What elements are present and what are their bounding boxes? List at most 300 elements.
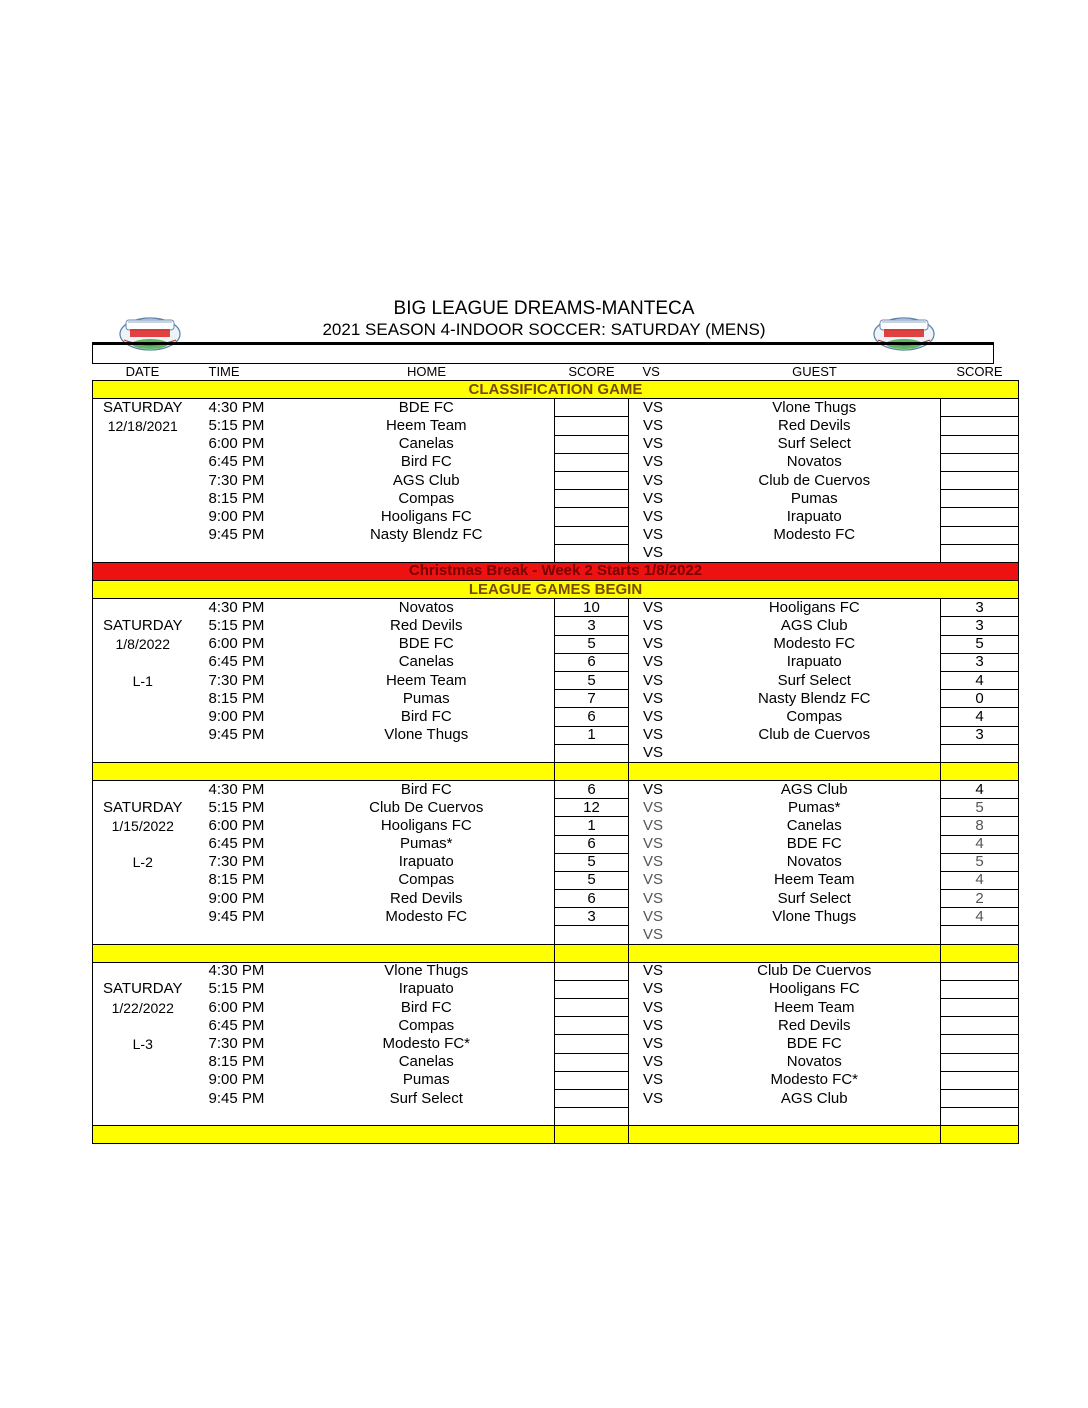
versus-label: VS bbox=[643, 1034, 664, 1052]
game-row bbox=[93, 980, 1019, 998]
home-team: Club De Cuervos bbox=[369, 798, 484, 816]
game-time: 6:00 PM bbox=[208, 816, 265, 834]
guest-team: Pumas* bbox=[787, 798, 841, 816]
guest-team: Compas bbox=[786, 707, 843, 725]
home-score bbox=[555, 1108, 629, 1126]
game-row bbox=[93, 926, 1019, 944]
game-row bbox=[93, 1035, 1019, 1053]
game-row bbox=[93, 962, 1019, 980]
game-date bbox=[93, 599, 193, 617]
versus-label: VS bbox=[643, 835, 664, 853]
guest-score bbox=[941, 1108, 1019, 1126]
guest-team: BDE FC bbox=[786, 1034, 842, 1052]
game-date: SATURDAY bbox=[93, 799, 193, 817]
home-team: Hooligans FC bbox=[380, 816, 472, 834]
home-team: Bird FC bbox=[400, 707, 452, 725]
home-score: 5 bbox=[555, 853, 629, 871]
game-time bbox=[193, 926, 299, 944]
game-date: 1/8/2022 bbox=[93, 635, 193, 653]
home-score bbox=[555, 399, 629, 417]
guest-score: 3 bbox=[941, 617, 1019, 635]
guest-team: Red Devils bbox=[777, 416, 851, 434]
guest-team bbox=[689, 544, 941, 562]
game-row bbox=[93, 1108, 1019, 1126]
guest-score: 0 bbox=[941, 690, 1019, 708]
guest-team: Modesto FC* bbox=[770, 1071, 859, 1089]
game-row bbox=[93, 1071, 1019, 1089]
home-team: Nasty Blendz FC bbox=[369, 526, 483, 544]
guest-score bbox=[941, 399, 1019, 417]
home-score bbox=[555, 1035, 629, 1053]
guest-team: Canelas bbox=[786, 816, 842, 834]
guest-score bbox=[941, 1089, 1019, 1107]
home-team: Heem Team bbox=[385, 671, 467, 689]
separator-cell bbox=[941, 1126, 1019, 1144]
separator-cell bbox=[93, 944, 555, 962]
game-row bbox=[93, 726, 1019, 744]
header-guest: GUEST bbox=[689, 364, 941, 381]
guest-team: Heem Team bbox=[773, 998, 855, 1016]
guest-score: 2 bbox=[941, 890, 1019, 908]
game-date: L-3 bbox=[93, 1035, 193, 1053]
guest-team: Club de Cuervos bbox=[758, 726, 871, 744]
section-separator bbox=[93, 762, 1019, 780]
home-team: BDE FC bbox=[398, 399, 454, 417]
home-score: 1 bbox=[555, 817, 629, 835]
game-time bbox=[193, 744, 299, 762]
game-row bbox=[93, 799, 1019, 817]
home-score bbox=[555, 926, 629, 944]
versus-label: VS bbox=[643, 1089, 664, 1107]
guest-team: Nasty Blendz FC bbox=[757, 689, 871, 707]
game-date bbox=[93, 435, 193, 453]
guest-team: Pumas bbox=[790, 489, 838, 507]
versus-label: VS bbox=[643, 635, 664, 653]
game-time: 6:45 PM bbox=[208, 653, 265, 671]
game-time: 5:15 PM bbox=[208, 416, 265, 434]
guest-score bbox=[941, 490, 1019, 508]
game-date bbox=[93, 490, 193, 508]
game-row bbox=[93, 835, 1019, 853]
game-row bbox=[93, 599, 1019, 617]
home-team bbox=[299, 744, 555, 762]
home-score: 12 bbox=[555, 799, 629, 817]
schedule-table bbox=[92, 364, 1019, 1144]
separator-cell bbox=[629, 1126, 941, 1144]
game-time: 7:30 PM bbox=[208, 1034, 265, 1052]
separator-cell bbox=[93, 762, 555, 780]
header-box bbox=[92, 344, 994, 364]
game-date bbox=[93, 471, 193, 489]
guest-score: 8 bbox=[941, 817, 1019, 835]
guest-team: AGS Club bbox=[780, 617, 848, 635]
game-time: 6:45 PM bbox=[208, 453, 265, 471]
home-team: BDE FC bbox=[398, 635, 454, 653]
game-date: SATURDAY bbox=[93, 399, 193, 417]
versus-label: VS bbox=[643, 489, 664, 507]
game-row bbox=[93, 672, 1019, 690]
home-score: 6 bbox=[555, 780, 629, 798]
game-date bbox=[93, 544, 193, 562]
separator-cell bbox=[555, 944, 629, 962]
guest-team: Heem Team bbox=[773, 871, 855, 889]
game-date bbox=[93, 926, 193, 944]
home-team: Canelas bbox=[398, 1053, 454, 1071]
game-row bbox=[93, 853, 1019, 871]
home-team: Pumas* bbox=[399, 835, 453, 853]
home-score bbox=[555, 526, 629, 544]
game-date bbox=[93, 1108, 193, 1126]
game-row bbox=[93, 817, 1019, 835]
versus-label: VS bbox=[643, 544, 664, 562]
guest-score: 4 bbox=[941, 708, 1019, 726]
header-guest-score: SCORE bbox=[941, 364, 1019, 381]
game-row bbox=[93, 908, 1019, 926]
section-separator bbox=[93, 944, 1019, 962]
home-score bbox=[555, 980, 629, 998]
game-row bbox=[93, 653, 1019, 671]
game-date bbox=[93, 526, 193, 544]
game-date bbox=[93, 835, 193, 853]
home-score: 6 bbox=[555, 708, 629, 726]
home-team bbox=[299, 544, 555, 562]
game-date bbox=[93, 908, 193, 926]
page-subtitle: 2021 SEASON 4-INDOOR SOCCER: SATURDAY (MENS) bbox=[322, 320, 766, 339]
versus-label: VS bbox=[643, 816, 664, 834]
home-team: Vlone Thugs bbox=[384, 726, 469, 744]
game-time: 7:30 PM bbox=[208, 471, 265, 489]
home-score: 3 bbox=[555, 617, 629, 635]
home-score bbox=[555, 1071, 629, 1089]
game-time: 5:15 PM bbox=[208, 798, 265, 816]
guest-score bbox=[941, 544, 1019, 562]
home-score bbox=[555, 1017, 629, 1035]
game-date bbox=[93, 962, 193, 980]
guest-team: Modesto FC bbox=[773, 526, 856, 544]
game-time: 9:45 PM bbox=[208, 526, 265, 544]
guest-team bbox=[689, 926, 941, 944]
versus-label: VS bbox=[643, 980, 664, 998]
guest-score: 4 bbox=[941, 780, 1019, 798]
guest-team: Surf Select bbox=[777, 671, 851, 689]
header-time: TIME bbox=[193, 364, 299, 381]
versus-label: VS bbox=[643, 744, 664, 762]
versus-label: VS bbox=[643, 925, 664, 943]
guest-score bbox=[941, 417, 1019, 435]
guest-score bbox=[941, 471, 1019, 489]
game-date bbox=[93, 708, 193, 726]
game-row bbox=[93, 544, 1019, 562]
game-date: L-2 bbox=[93, 853, 193, 871]
guest-score bbox=[941, 453, 1019, 471]
game-time: 7:30 PM bbox=[208, 853, 265, 871]
versus-label: VS bbox=[643, 435, 664, 453]
game-time: 4:30 PM bbox=[208, 599, 265, 617]
game-date: 1/22/2022 bbox=[93, 999, 193, 1017]
game-row bbox=[93, 417, 1019, 435]
home-team: Vlone Thugs bbox=[384, 962, 469, 980]
game-row bbox=[93, 453, 1019, 471]
separator-cell bbox=[629, 762, 941, 780]
home-score bbox=[555, 544, 629, 562]
home-score bbox=[555, 453, 629, 471]
guest-score bbox=[941, 980, 1019, 998]
guest-team: BDE FC bbox=[786, 835, 842, 853]
game-time: 6:00 PM bbox=[208, 635, 265, 653]
game-time bbox=[193, 1108, 299, 1126]
home-score: 6 bbox=[555, 835, 629, 853]
game-date bbox=[93, 653, 193, 671]
versus-label: VS bbox=[643, 707, 664, 725]
home-score: 7 bbox=[555, 690, 629, 708]
guest-team: Club de Cuervos bbox=[758, 471, 871, 489]
section-banner bbox=[93, 562, 1019, 580]
game-date: SATURDAY bbox=[93, 617, 193, 635]
header-vs: VS bbox=[629, 364, 689, 381]
versus-label: VS bbox=[643, 526, 664, 544]
game-time: 8:15 PM bbox=[208, 871, 265, 889]
guest-score: 5 bbox=[941, 799, 1019, 817]
guest-team: Surf Select bbox=[777, 889, 851, 907]
game-time: 5:15 PM bbox=[208, 980, 265, 998]
home-team: Pumas bbox=[402, 689, 450, 707]
game-time: 8:15 PM bbox=[208, 489, 265, 507]
home-score: 10 bbox=[555, 599, 629, 617]
game-date bbox=[93, 871, 193, 889]
guest-score bbox=[941, 1071, 1019, 1089]
versus-label: VS bbox=[643, 998, 664, 1016]
versus-label: VS bbox=[643, 653, 664, 671]
home-score: 1 bbox=[555, 726, 629, 744]
guest-score: 5 bbox=[941, 853, 1019, 871]
guest-team: Novatos bbox=[786, 853, 842, 871]
game-time: 4:30 PM bbox=[208, 780, 265, 798]
home-score bbox=[555, 999, 629, 1017]
game-date: 12/18/2021 bbox=[93, 417, 193, 435]
home-team: Novatos bbox=[398, 599, 454, 617]
game-row bbox=[93, 635, 1019, 653]
home-team: Heem Team bbox=[385, 416, 467, 434]
home-team: Pumas bbox=[402, 1071, 450, 1089]
game-time: 9:45 PM bbox=[208, 907, 265, 925]
versus-label: VS bbox=[643, 726, 664, 744]
game-date bbox=[93, 1071, 193, 1089]
game-time: 9:00 PM bbox=[208, 889, 265, 907]
home-score: 6 bbox=[555, 890, 629, 908]
section-banner bbox=[93, 381, 1019, 399]
separator-cell bbox=[555, 762, 629, 780]
home-team: Modesto FC* bbox=[382, 1034, 471, 1052]
separator-cell bbox=[555, 1126, 629, 1144]
game-date bbox=[93, 1089, 193, 1107]
guest-score bbox=[941, 526, 1019, 544]
home-team bbox=[299, 1108, 555, 1126]
game-time: 9:00 PM bbox=[208, 1071, 265, 1089]
game-time bbox=[193, 544, 299, 562]
guest-score: 3 bbox=[941, 599, 1019, 617]
versus-label: VS bbox=[643, 889, 664, 907]
game-time: 8:15 PM bbox=[208, 1053, 265, 1071]
home-team: Canelas bbox=[398, 653, 454, 671]
home-team: Compas bbox=[398, 871, 455, 889]
game-row bbox=[93, 999, 1019, 1017]
home-team: Hooligans FC bbox=[380, 507, 472, 525]
versus-label: VS bbox=[643, 453, 664, 471]
game-row bbox=[93, 1053, 1019, 1071]
guest-score: 4 bbox=[941, 871, 1019, 889]
versus-label: VS bbox=[643, 907, 664, 925]
game-row bbox=[93, 508, 1019, 526]
game-date: L-1 bbox=[93, 672, 193, 690]
home-team: Red Devils bbox=[389, 889, 463, 907]
guest-team: AGS Club bbox=[780, 1089, 848, 1107]
home-team bbox=[299, 926, 555, 944]
guest-team: Irapuato bbox=[786, 653, 842, 671]
versus-label: VS bbox=[643, 853, 664, 871]
game-row bbox=[93, 526, 1019, 544]
home-score bbox=[555, 435, 629, 453]
game-row bbox=[93, 690, 1019, 708]
game-row bbox=[93, 780, 1019, 798]
home-team: Irapuato bbox=[398, 980, 454, 998]
game-date bbox=[93, 453, 193, 471]
guest-team: Modesto FC bbox=[773, 635, 856, 653]
game-time: 9:45 PM bbox=[208, 726, 265, 744]
section-banner-label: Christmas Break - Week 2 Starts 1/8/2022 bbox=[93, 562, 1019, 580]
versus-label: VS bbox=[643, 962, 664, 980]
home-team: Red Devils bbox=[389, 617, 463, 635]
game-time: 9:45 PM bbox=[208, 1089, 265, 1107]
home-score: 5 bbox=[555, 672, 629, 690]
header-home-score: SCORE bbox=[555, 364, 629, 381]
home-score: 3 bbox=[555, 908, 629, 926]
game-time: 9:00 PM bbox=[208, 507, 265, 525]
guest-team: Red Devils bbox=[777, 1016, 851, 1034]
versus-label: VS bbox=[643, 671, 664, 689]
guest-score bbox=[941, 1017, 1019, 1035]
guest-score bbox=[941, 926, 1019, 944]
game-row bbox=[93, 1017, 1019, 1035]
section-banner-label: LEAGUE GAMES BEGIN bbox=[93, 581, 1019, 599]
game-date bbox=[93, 508, 193, 526]
guest-score bbox=[941, 1053, 1019, 1071]
home-team: AGS Club bbox=[392, 471, 460, 489]
home-score bbox=[555, 1089, 629, 1107]
versus-label: VS bbox=[643, 1071, 664, 1089]
home-team: Bird FC bbox=[400, 780, 452, 798]
versus-label: VS bbox=[643, 1053, 664, 1071]
guest-team: Hooligans FC bbox=[768, 980, 860, 998]
home-team: Compas bbox=[398, 1016, 455, 1034]
game-time: 4:30 PM bbox=[208, 399, 265, 417]
game-row bbox=[93, 471, 1019, 489]
game-row bbox=[93, 399, 1019, 417]
guest-score: 3 bbox=[941, 653, 1019, 671]
game-row bbox=[93, 708, 1019, 726]
guest-score bbox=[941, 999, 1019, 1017]
guest-team bbox=[689, 744, 941, 762]
guest-score bbox=[941, 508, 1019, 526]
game-date bbox=[93, 690, 193, 708]
separator-cell bbox=[629, 944, 941, 962]
versus-label: VS bbox=[643, 416, 664, 434]
versus-label: VS bbox=[643, 798, 664, 816]
game-time: 6:00 PM bbox=[208, 435, 265, 453]
column-header-row bbox=[93, 364, 1019, 381]
guest-team: AGS Club bbox=[780, 780, 848, 798]
home-team: Surf Select bbox=[389, 1089, 463, 1107]
home-team: Irapuato bbox=[398, 853, 454, 871]
versus-label: VS bbox=[643, 599, 664, 617]
guest-score bbox=[941, 435, 1019, 453]
guest-score: 3 bbox=[941, 726, 1019, 744]
game-date bbox=[93, 780, 193, 798]
guest-score: 4 bbox=[941, 672, 1019, 690]
game-row bbox=[93, 1089, 1019, 1107]
guest-score bbox=[941, 1035, 1019, 1053]
guest-team: Hooligans FC bbox=[768, 599, 860, 617]
game-time: 6:45 PM bbox=[208, 835, 265, 853]
home-score bbox=[555, 744, 629, 762]
home-score bbox=[555, 962, 629, 980]
game-date: SATURDAY bbox=[93, 980, 193, 998]
guest-score bbox=[941, 962, 1019, 980]
versus-label: VS bbox=[643, 871, 664, 889]
section-banner bbox=[93, 581, 1019, 599]
versus-label: VS bbox=[643, 780, 664, 798]
guest-team: Novatos bbox=[786, 453, 842, 471]
home-score bbox=[555, 508, 629, 526]
home-score: 5 bbox=[555, 635, 629, 653]
section-separator bbox=[93, 1126, 1019, 1144]
game-time: 6:45 PM bbox=[208, 1016, 265, 1034]
home-team: Canelas bbox=[398, 435, 454, 453]
game-row bbox=[93, 871, 1019, 889]
game-row bbox=[93, 490, 1019, 508]
versus-label: VS bbox=[643, 689, 664, 707]
guest-score bbox=[941, 744, 1019, 762]
guest-team: Vlone Thugs bbox=[772, 907, 857, 925]
separator-cell bbox=[941, 944, 1019, 962]
guest-team: Surf Select bbox=[777, 435, 851, 453]
separator-cell bbox=[941, 762, 1019, 780]
guest-team: Novatos bbox=[786, 1053, 842, 1071]
home-team: Bird FC bbox=[400, 998, 452, 1016]
game-time: 9:00 PM bbox=[208, 707, 265, 725]
section-banner-label: CLASSIFICATION GAME bbox=[93, 381, 1019, 399]
guest-score: 4 bbox=[941, 908, 1019, 926]
versus-label: VS bbox=[643, 399, 664, 417]
game-row bbox=[93, 435, 1019, 453]
game-row bbox=[93, 744, 1019, 762]
game-row bbox=[93, 890, 1019, 908]
home-score: 5 bbox=[555, 871, 629, 889]
game-time: 6:00 PM bbox=[208, 998, 265, 1016]
home-team: Modesto FC bbox=[385, 907, 468, 925]
home-team: Bird FC bbox=[400, 453, 452, 471]
game-time: 7:30 PM bbox=[208, 671, 265, 689]
guest-team: Club De Cuervos bbox=[757, 962, 872, 980]
home-score: 6 bbox=[555, 653, 629, 671]
game-date bbox=[93, 1017, 193, 1035]
game-time: 5:15 PM bbox=[208, 617, 265, 635]
versus-label: VS bbox=[643, 617, 664, 635]
guest-score: 4 bbox=[941, 835, 1019, 853]
versus-label: VS bbox=[643, 507, 664, 525]
game-date bbox=[93, 726, 193, 744]
game-time: 4:30 PM bbox=[208, 962, 265, 980]
guest-team: Vlone Thugs bbox=[772, 399, 857, 417]
